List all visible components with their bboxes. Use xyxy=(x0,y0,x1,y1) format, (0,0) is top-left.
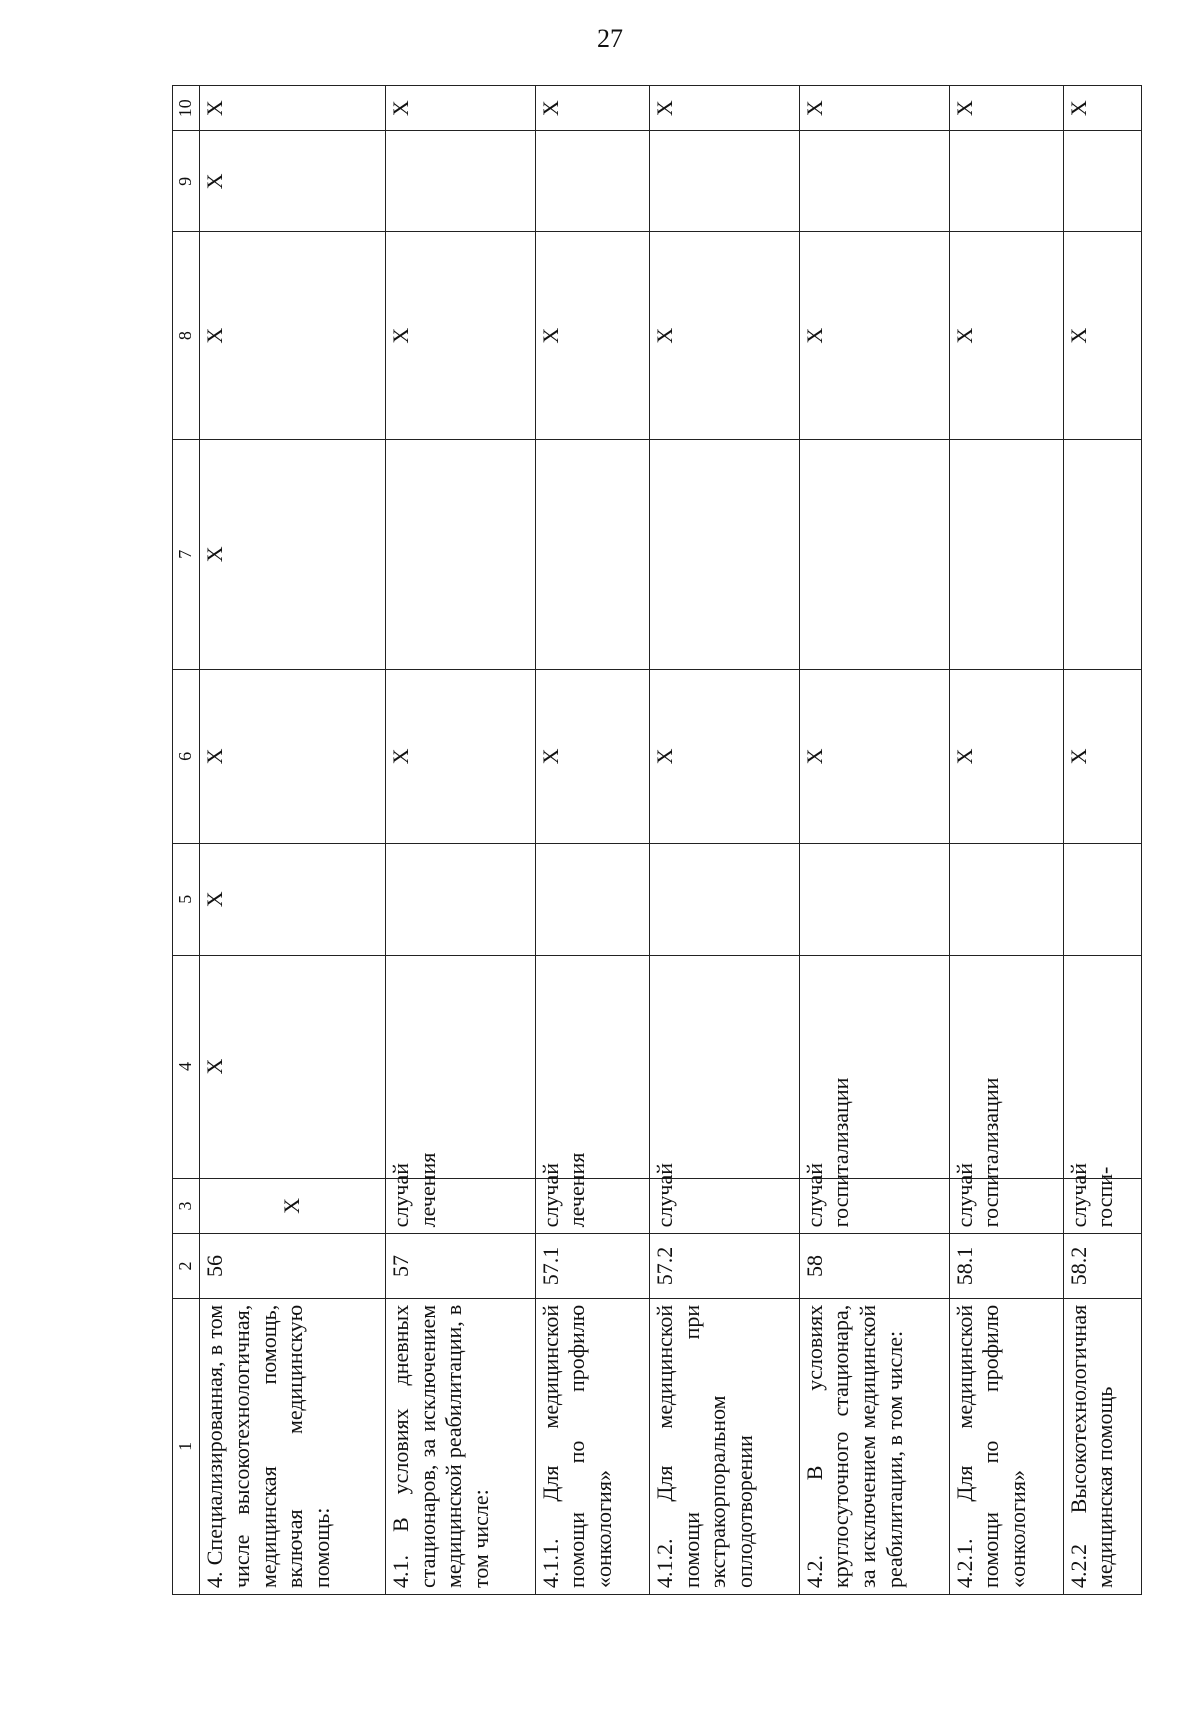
row-code: 57.1 xyxy=(535,1234,649,1298)
data-table xyxy=(172,85,1142,1595)
row-code: 57 xyxy=(385,1234,535,1298)
cell-value xyxy=(1063,439,1141,669)
row-code: 58.1 xyxy=(949,1234,1063,1298)
page-number: 27 xyxy=(597,24,623,53)
row-code: 58 xyxy=(799,1234,949,1298)
cell-value: Х xyxy=(799,86,949,131)
table-row xyxy=(1063,86,1141,1595)
row-code: 58.2 xyxy=(1063,1234,1141,1298)
cell-value: Х xyxy=(385,669,535,843)
cell-value xyxy=(949,439,1063,669)
cell-value xyxy=(385,955,535,1178)
cell-value xyxy=(385,844,535,956)
cell-value: Х xyxy=(649,669,799,843)
cell-value: Х xyxy=(200,232,386,439)
cell-value xyxy=(799,844,949,956)
row-unit: случай госпитализации xyxy=(799,1178,949,1234)
row-unit: случай xyxy=(649,1178,799,1234)
cell-value: Х xyxy=(649,86,799,131)
cell-value: Х xyxy=(385,232,535,439)
cell-value xyxy=(535,131,649,232)
row-unit: Х xyxy=(200,1178,386,1234)
cell-value xyxy=(385,439,535,669)
header-cell: 1 xyxy=(173,1298,200,1594)
row-unit: случай лечения xyxy=(385,1178,535,1234)
cell-value xyxy=(949,844,1063,956)
row-unit: случай лечения xyxy=(535,1178,649,1234)
cell-value: Х xyxy=(949,232,1063,439)
cell-value xyxy=(949,955,1063,1178)
header-cell: 9 xyxy=(173,131,200,232)
cell-value: Х xyxy=(949,669,1063,843)
cell-value xyxy=(1063,844,1141,956)
row-unit: случай госпитализации xyxy=(949,1178,1063,1234)
cell-value xyxy=(1063,131,1141,232)
cell-value xyxy=(649,844,799,956)
cell-value: Х xyxy=(799,232,949,439)
header-cell: 2 xyxy=(173,1234,200,1298)
cell-value xyxy=(649,955,799,1178)
cell-value: Х xyxy=(649,232,799,439)
row-label: 4.2.2 Высокотехнологичная медицинская помощь xyxy=(1063,1298,1141,1594)
table-row xyxy=(799,86,949,1595)
row-label: 4.1.2. Для медицинской помощи при экстракорпоральном оплодотворении xyxy=(649,1298,799,1594)
cell-value: Х xyxy=(200,86,386,131)
row-label: 4.1.1. Для медицинской помощи по профилю «онкология» xyxy=(535,1298,649,1594)
cell-value: Х xyxy=(1063,86,1141,131)
row-label: 4.2.1. Для медицинской помощи по профилю «онкология» xyxy=(949,1298,1063,1594)
cell-value: Х xyxy=(535,232,649,439)
header-cell: 4 xyxy=(173,955,200,1178)
cell-value: Х xyxy=(385,86,535,131)
table-row xyxy=(535,86,649,1595)
table-row xyxy=(949,86,1063,1595)
header-cell: 6 xyxy=(173,669,200,843)
row-code: 56 xyxy=(200,1234,386,1298)
cell-value: Х xyxy=(949,86,1063,131)
row-label: 4.2. В условиях круглосуточного стационара, за исключением медицинской реабилитации, в том числе: xyxy=(799,1298,949,1594)
cell-value xyxy=(535,844,649,956)
cell-value: Х xyxy=(799,669,949,843)
header-row xyxy=(173,86,200,1595)
cell-value: Х xyxy=(200,131,386,232)
cell-value xyxy=(799,955,949,1178)
cell-value: Х xyxy=(535,669,649,843)
row-label: 4.1. В условиях дневных стационаров, за исключением медицинской реабилитации, в том числе: xyxy=(385,1298,535,1594)
table-row xyxy=(385,86,535,1595)
row-code: 57.2 xyxy=(649,1234,799,1298)
cell-value: Х xyxy=(1063,669,1141,843)
cell-value: Х xyxy=(1063,232,1141,439)
cell-value: Х xyxy=(200,669,386,843)
rotated-table-container xyxy=(172,85,1142,1595)
cell-value: Х xyxy=(200,439,386,669)
cell-value xyxy=(1063,955,1141,1178)
cell-value xyxy=(535,955,649,1178)
cell-value xyxy=(535,439,649,669)
header-cell: 10 xyxy=(173,86,200,131)
cell-value: Х xyxy=(535,86,649,131)
cell-value xyxy=(799,439,949,669)
row-label: 4. Специализированная, в том числе высокотехнологичная, медицинская помощь, включая медицинскую помощь: xyxy=(200,1298,386,1594)
cell-value xyxy=(649,131,799,232)
cell-value: Х xyxy=(200,955,386,1178)
cell-value xyxy=(799,131,949,232)
cell-value xyxy=(385,131,535,232)
cell-value: Х xyxy=(200,844,386,956)
header-cell: 8 xyxy=(173,232,200,439)
table-row xyxy=(200,86,386,1595)
cell-value xyxy=(649,439,799,669)
header-cell: 5 xyxy=(173,844,200,956)
cell-value xyxy=(949,131,1063,232)
header-cell: 3 xyxy=(173,1178,200,1234)
header-cell: 7 xyxy=(173,439,200,669)
table-row xyxy=(649,86,799,1595)
row-unit: случай госпи- xyxy=(1063,1178,1141,1234)
